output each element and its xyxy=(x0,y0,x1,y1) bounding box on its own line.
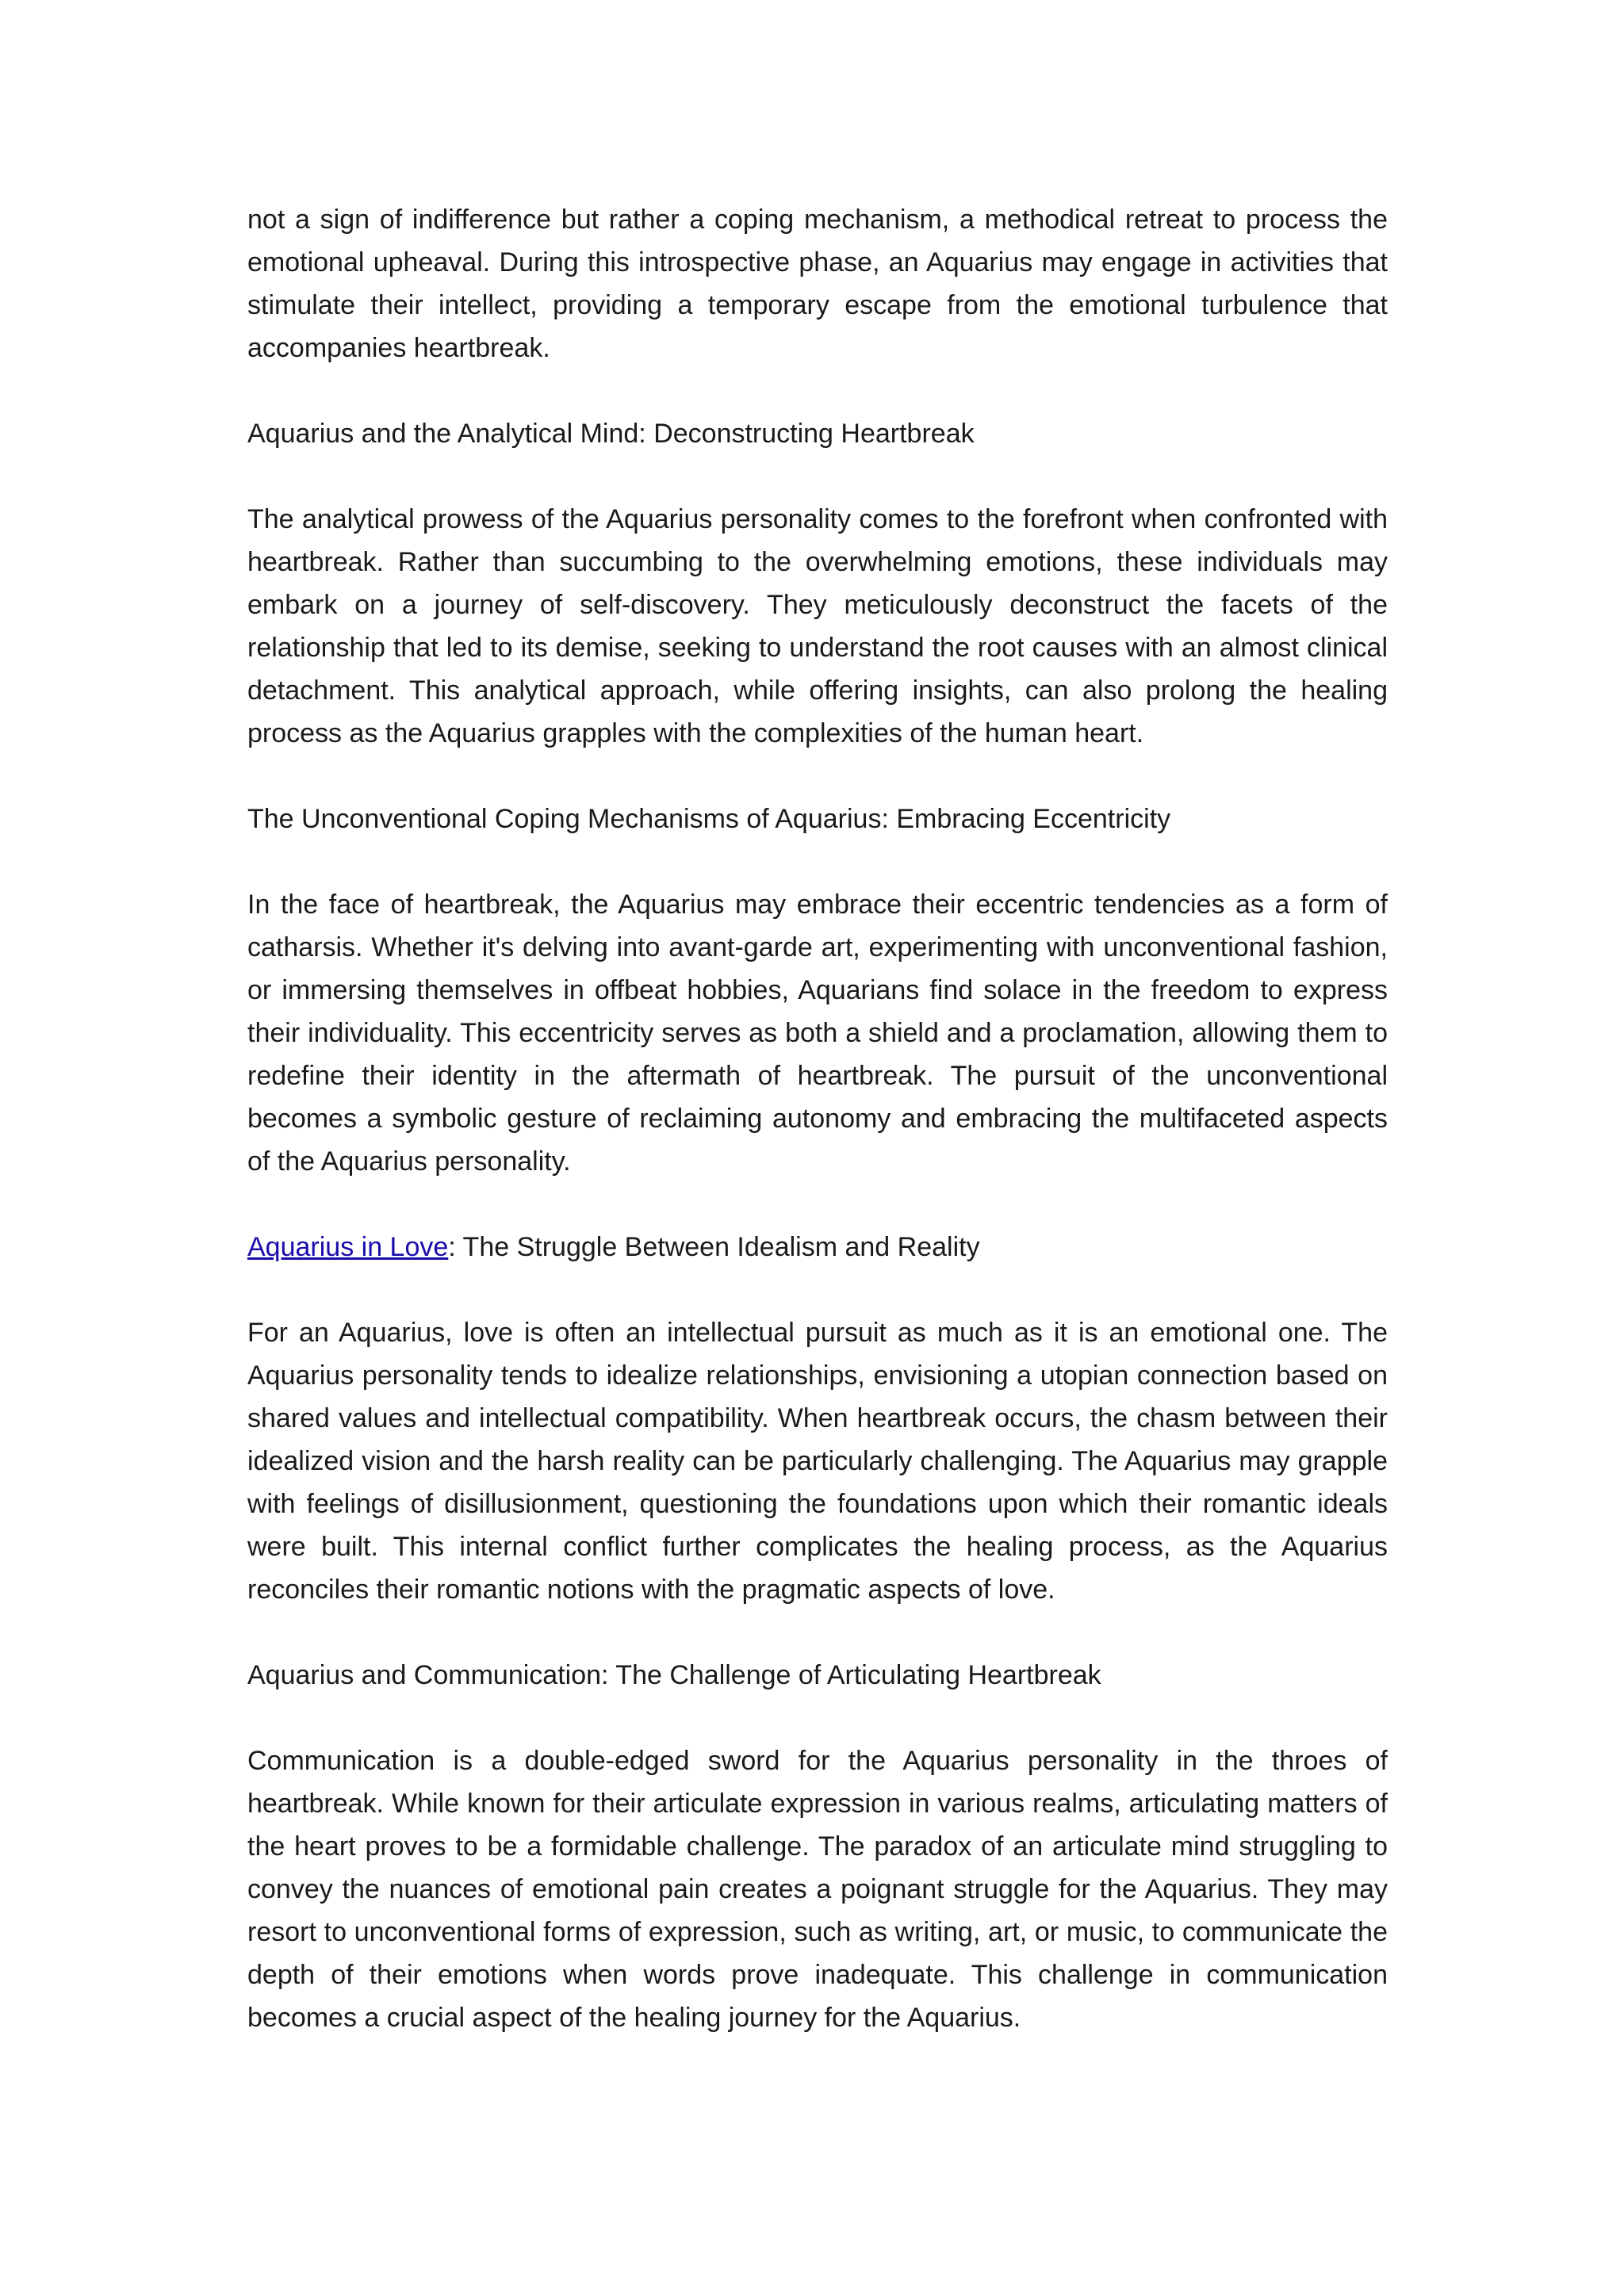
paragraph-communication: Communication is a double-edged sword for the Aquarius personality in the throes of heartbreak. While known for their articulate expression in various realms, articulating matters of the heart proves to be a formidable challenge. The paradox of an articulate mind struggling to convey the nuances of emotional pain creates a poignant struggle for the Aquarius. They may resort to unconventional forms of expression, such as writing, art, or music, to communicate the depth of their emotions when words prove inadequate. This challenge in communication becomes a crucial aspect of the healing journey for the Aquarius. xyxy=(247,1746,1388,2033)
heading-love-rest: : The Struggle Between Idealism and Reality xyxy=(448,1232,980,1262)
paragraph-coping-retreat: not a sign of indifference but rather a coping mechanism, a methodical retreat to process the emotional upheaval. During this introspective phase, an Aquarius may engage in activities that stimulate their intellect, providing a temporary escape from the emotional turbulence that accompanies heartbreak. xyxy=(247,205,1388,363)
paragraph-eccentricity: In the face of heartbreak, the Aquarius may embrace their eccentric tendencies as a form of catharsis. Whether it's delving into avant-garde art, experimenting with unconventional fashion, or immersing themselves in offbeat hobbies, Aquarians find solace in the freedom to express their individuality. This eccentricity serves as both a shield and a proclamation, allowing them to redefine their identity in the aftermath of heartbreak. The pursuit of the unconventional becomes a symbolic gesture of reclaiming autonomy and embracing the multifaceted aspects of the Aquarius personality. xyxy=(247,890,1388,1177)
heading-analytical-mind: Aquarius and the Analytical Mind: Deconstructing Heartbreak xyxy=(247,419,975,449)
aquarius-in-love-link[interactable]: Aquarius in Love xyxy=(247,1232,449,1262)
heading-aquarius-in-love xyxy=(247,1226,1388,1269)
heading-communication: Aquarius and Communication: The Challenge of Articulating Heartbreak xyxy=(247,1660,1101,1690)
paragraph-idealism-reality: For an Aquarius, love is often an intellectual pursuit as much as it is an emotional one. The Aquarius personality tends to idealize relationships, envisioning a utopian connection based on shared values and intellectual compatibility. When heartbreak occurs, the chasm between their idealized vision and the harsh reality can be particularly challenging. The Aquarius may grapple with feelings of disillusionment, questioning the foundations upon which their romantic ideals were built. This internal conflict further complicates the healing process, as the Aquarius reconciles their romantic notions with the pragmatic aspects of love. xyxy=(247,1318,1388,1605)
heading-unconventional-coping: The Unconventional Coping Mechanisms of Aquarius: Embracing Eccentricity xyxy=(247,804,1171,834)
paragraph-analytical-prowess: The analytical prowess of the Aquarius personality comes to the forefront when confronted with heartbreak. Rather than succumbing to the overwhelming emotions, these individuals may embark on a journey of self-discovery. They meticulously deconstruct the facets of the relationship that led to its demise, seeking to understand the root causes with an almost clinical detachment. This analytical approach, while offering insights, can also prolong the healing process as the Aquarius grapples with the complexities of the human heart. xyxy=(247,504,1388,748)
document-page xyxy=(247,198,1388,2082)
